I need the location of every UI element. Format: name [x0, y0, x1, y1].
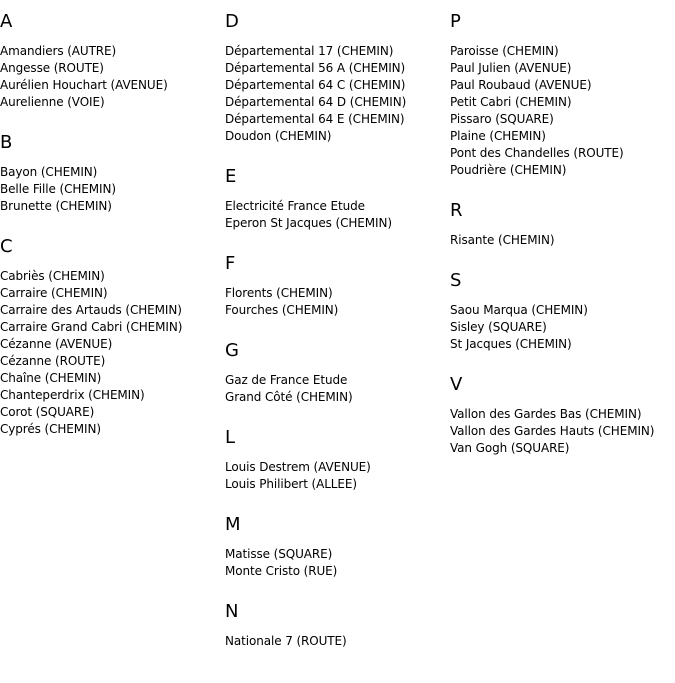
- letter-heading: G: [225, 340, 239, 361]
- street-item: Chanteperdrix (CHEMIN): [0, 388, 145, 402]
- street-item: Vallon des Gardes Bas (CHEMIN): [450, 407, 642, 421]
- letter-group-d: [225, 10, 447, 145]
- letter-group-s: [450, 269, 672, 353]
- street-item: Grand Côté (CHEMIN): [225, 390, 353, 404]
- street-index-column: [0, 10, 222, 458]
- street-item: Electricité France Etude: [225, 199, 365, 213]
- letter-group-l: [225, 426, 447, 493]
- street-list: [225, 198, 447, 232]
- street-item: Plaine (CHEMIN): [450, 129, 546, 143]
- letter-heading: F: [225, 253, 236, 274]
- letter-group-c: [0, 235, 222, 438]
- street-item: Louis Philibert (ALLEE): [225, 477, 357, 491]
- letter-group-p: [450, 10, 672, 179]
- street-item: Carraire des Artauds (CHEMIN): [0, 303, 182, 317]
- letter-heading: P: [450, 11, 461, 32]
- street-item: Poudrière (CHEMIN): [450, 163, 567, 177]
- street-item: Carraire (CHEMIN): [0, 286, 108, 300]
- street-item: Départemental 64 D (CHEMIN): [225, 95, 407, 109]
- street-item: Doudon (CHEMIN): [225, 129, 332, 143]
- street-item: Van Gogh (SQUARE): [450, 441, 570, 455]
- street-list: [0, 164, 222, 215]
- street-list: [450, 232, 672, 249]
- street-item: Cézanne (ROUTE): [0, 354, 106, 368]
- street-item: Amandiers (AUTRE): [0, 44, 117, 58]
- street-list: [225, 459, 447, 493]
- letter-heading: A: [0, 11, 13, 32]
- letter-group-n: [225, 600, 447, 650]
- street-item: Paul Julien (AVENUE): [450, 61, 572, 75]
- street-index-column: [225, 10, 447, 670]
- street-item: Saou Marqua (CHEMIN): [450, 303, 588, 317]
- street-list: [225, 285, 447, 319]
- letter-heading: V: [450, 374, 463, 395]
- street-item: Matisse (SQUARE): [225, 547, 333, 561]
- street-item: Angesse (ROUTE): [0, 61, 104, 75]
- letter-group-b: [0, 131, 222, 215]
- street-index-column: [450, 10, 672, 477]
- street-item: Chaîne (CHEMIN): [0, 371, 102, 385]
- street-item: Sisley (SQUARE): [450, 320, 547, 334]
- street-item: Risante (CHEMIN): [450, 233, 555, 247]
- letter-group-e: [225, 165, 447, 232]
- street-item: Corot (SQUARE): [0, 405, 95, 419]
- street-item: Aurélien Houchart (AVENUE): [0, 78, 168, 92]
- street-list: [0, 268, 222, 438]
- street-list: [450, 406, 672, 457]
- street-list: [225, 372, 447, 406]
- street-item: Bayon (CHEMIN): [0, 165, 98, 179]
- street-item: Cézanne (AVENUE): [0, 337, 113, 351]
- street-list: [0, 43, 222, 111]
- street-item: Aurelienne (VOIE): [0, 95, 105, 109]
- street-item: Paul Roubaud (AVENUE): [450, 78, 592, 92]
- street-item: St Jacques (CHEMIN): [450, 337, 572, 351]
- street-item: Départemental 17 (CHEMIN): [225, 44, 394, 58]
- street-item: Pissaro (SQUARE): [450, 112, 554, 126]
- street-item: Petit Cabri (CHEMIN): [450, 95, 572, 109]
- street-item: Cyprés (CHEMIN): [0, 422, 101, 436]
- street-item: Florents (CHEMIN): [225, 286, 333, 300]
- street-item: Fourches (CHEMIN): [225, 303, 339, 317]
- letter-heading: S: [450, 270, 462, 291]
- letter-heading: N: [225, 601, 239, 622]
- street-item: Départemental 56 A (CHEMIN): [225, 61, 406, 75]
- letter-heading: E: [225, 166, 237, 187]
- street-item: Départemental 64 C (CHEMIN): [225, 78, 406, 92]
- letter-heading: L: [225, 427, 236, 448]
- street-list: [450, 43, 672, 179]
- street-list: [450, 302, 672, 353]
- letter-heading: M: [225, 514, 241, 535]
- street-item: Gaz de France Etude: [225, 373, 348, 387]
- street-item: Belle Fille (CHEMIN): [0, 182, 116, 196]
- letter-heading: R: [450, 200, 463, 221]
- letter-group-m: [225, 513, 447, 580]
- street-item: Nationale 7 (ROUTE): [225, 634, 347, 648]
- street-item: Paroisse (CHEMIN): [450, 44, 559, 58]
- letter-group-f: [225, 252, 447, 319]
- letter-group-r: [450, 199, 672, 249]
- street-item: Pont des Chandelles (ROUTE): [450, 146, 624, 160]
- letter-group-v: [450, 373, 672, 457]
- street-list: [225, 43, 447, 145]
- letter-group-g: [225, 339, 447, 406]
- street-item: Cabriès (CHEMIN): [0, 269, 105, 283]
- street-item: Louis Destrem (AVENUE): [225, 460, 371, 474]
- letter-heading: D: [225, 11, 239, 32]
- street-list: [225, 633, 447, 650]
- street-item: Brunette (CHEMIN): [0, 199, 112, 213]
- street-item: Départemental 64 E (CHEMIN): [225, 112, 405, 126]
- letter-heading: B: [0, 132, 13, 153]
- street-item: Vallon des Gardes Hauts (CHEMIN): [450, 424, 655, 438]
- letter-heading: C: [0, 236, 13, 257]
- street-item: Eperon St Jacques (CHEMIN): [225, 216, 392, 230]
- street-list: [225, 546, 447, 580]
- street-item: Carraire Grand Cabri (CHEMIN): [0, 320, 183, 334]
- letter-group-a: [0, 10, 222, 111]
- street-item: Monte Cristo (RUE): [225, 564, 338, 578]
